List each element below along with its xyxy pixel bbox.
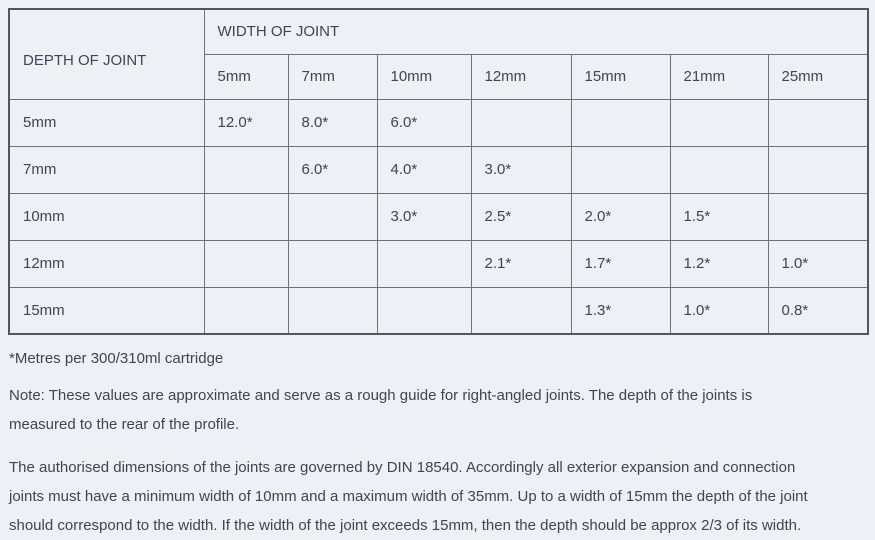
value-cell: 1.5* (670, 193, 768, 240)
value-cell (204, 240, 288, 287)
value-cell (377, 287, 471, 334)
note-paragraph: Note: These values are approximate and serve as a rough guide for right-angled joints. The depth of the joints is measured to the rear of the profile. (9, 387, 753, 433)
value-cell (768, 193, 868, 240)
value-cell: 1.0* (670, 287, 768, 334)
value-cell (204, 146, 288, 193)
value-cell: 6.0* (377, 99, 471, 146)
depth-label-cell: 15mm (9, 287, 204, 334)
group-header-row (9, 9, 868, 54)
footnote: *Metres per 300/310ml cartridge (9, 350, 224, 367)
value-cell (768, 99, 868, 146)
value-cell (204, 287, 288, 334)
value-cell: 2.5* (471, 193, 571, 240)
value-cell (471, 99, 571, 146)
column-header-cell: 10mm (377, 54, 471, 99)
value-cell (670, 99, 768, 146)
joint-capacity-table (8, 8, 869, 335)
value-cell: 1.2* (670, 240, 768, 287)
group-header-cell: WIDTH OF JOINT (204, 9, 868, 54)
value-cell (571, 99, 670, 146)
depth-label-cell: 10mm (9, 193, 204, 240)
value-cell: 12.0* (204, 99, 288, 146)
value-cell: 3.0* (471, 146, 571, 193)
column-header-cell: 25mm (768, 54, 868, 99)
column-header-cell: 12mm (471, 54, 571, 99)
value-cell: 4.0* (377, 146, 471, 193)
value-cell (204, 193, 288, 240)
column-header-cell: 15mm (571, 54, 670, 99)
value-cell: 2.0* (571, 193, 670, 240)
value-cell (288, 240, 377, 287)
depth-row (9, 287, 868, 334)
value-cell: 1.0* (768, 240, 868, 287)
depth-row (9, 99, 868, 146)
value-cell (288, 193, 377, 240)
column-header-cell: 21mm (670, 54, 768, 99)
value-cell: 2.1* (471, 240, 571, 287)
value-cell: 1.7* (571, 240, 670, 287)
column-header-cell: 7mm (288, 54, 377, 99)
value-cell (471, 287, 571, 334)
value-cell (288, 287, 377, 334)
value-cell: 3.0* (377, 193, 471, 240)
value-cell: 1.3* (571, 287, 670, 334)
value-cell: 0.8* (768, 287, 868, 334)
depth-label-cell: 7mm (9, 146, 204, 193)
value-cell (571, 146, 670, 193)
value-cell (768, 146, 868, 193)
value-cell (670, 146, 768, 193)
value-cell: 6.0* (288, 146, 377, 193)
table-body (9, 99, 868, 334)
column-header-cell: 5mm (204, 54, 288, 99)
depth-row (9, 240, 868, 287)
value-cell: 8.0* (288, 99, 377, 146)
din-paragraph: The authorised dimensions of the joints are governed by DIN 18540. Accordingly all exterior expansion and connection joints must have a minimum width of 10mm and a maximum width of 35mm. Up to a width of 15mm the depth of the joint should correspond to the width. If the width of the joint exceeds 15mm, then the depth should be approx 2/3 of its width. (9, 459, 808, 534)
depth-label-cell: 5mm (9, 99, 204, 146)
depth-label-cell: 12mm (9, 240, 204, 287)
depth-row (9, 146, 868, 193)
depth-row (9, 193, 868, 240)
corner-header-cell: DEPTH OF JOINT (9, 9, 204, 99)
value-cell (377, 240, 471, 287)
